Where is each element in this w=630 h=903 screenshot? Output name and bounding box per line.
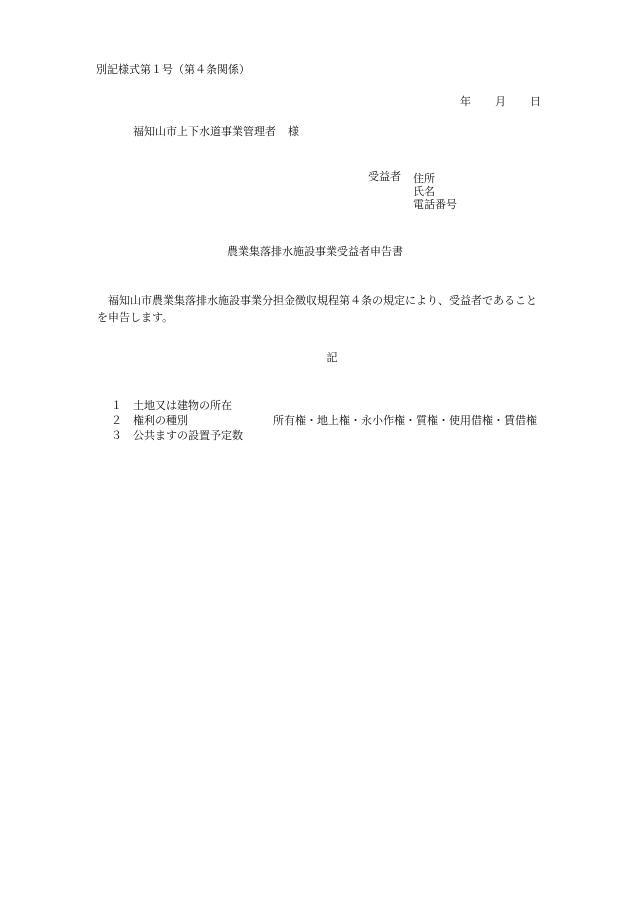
applicant-label: 受益者 bbox=[368, 170, 401, 183]
list-item bbox=[111, 428, 571, 443]
item-label: 公共ますの設置予定数 bbox=[133, 429, 243, 442]
date-day-label: 日 bbox=[530, 95, 541, 108]
item-list bbox=[111, 398, 571, 443]
item-value: 所有権・地上権・永小作権・質権・使用借権・賃借権 bbox=[273, 414, 537, 427]
list-item bbox=[111, 413, 571, 428]
item-label: 土地又は建物の所在 bbox=[133, 399, 232, 412]
date-month-label: 月 bbox=[495, 95, 506, 108]
applicant-fields bbox=[413, 171, 457, 212]
ki-marker: 記 bbox=[326, 351, 338, 364]
recipient-name: 福知山市上下水道事業管理者 bbox=[133, 125, 276, 138]
form-number: 別記様式第１号（第４条関係） bbox=[96, 63, 250, 76]
item-number: ２ bbox=[111, 414, 122, 427]
applicant-address-label: 住所 bbox=[413, 172, 435, 185]
applicant-phone-label: 電話番号 bbox=[413, 198, 457, 211]
date-line bbox=[460, 96, 541, 107]
recipient-honorific: 様 bbox=[288, 125, 299, 138]
declaration-text: 福知山市農業集落排水施設事業分担金徴収規程第４条の規定により、受益者であることを申告します。 bbox=[97, 294, 537, 324]
item-label: 権利の種別 bbox=[133, 414, 188, 427]
item-number: １ bbox=[111, 399, 122, 412]
document-title: 農業集落排水施設事業受益者申告書 bbox=[227, 245, 403, 258]
list-item bbox=[111, 398, 571, 413]
applicant-name-label: 氏名 bbox=[413, 185, 435, 198]
date-year-label: 年 bbox=[460, 95, 471, 108]
item-number: ３ bbox=[111, 429, 122, 442]
recipient bbox=[133, 126, 299, 137]
